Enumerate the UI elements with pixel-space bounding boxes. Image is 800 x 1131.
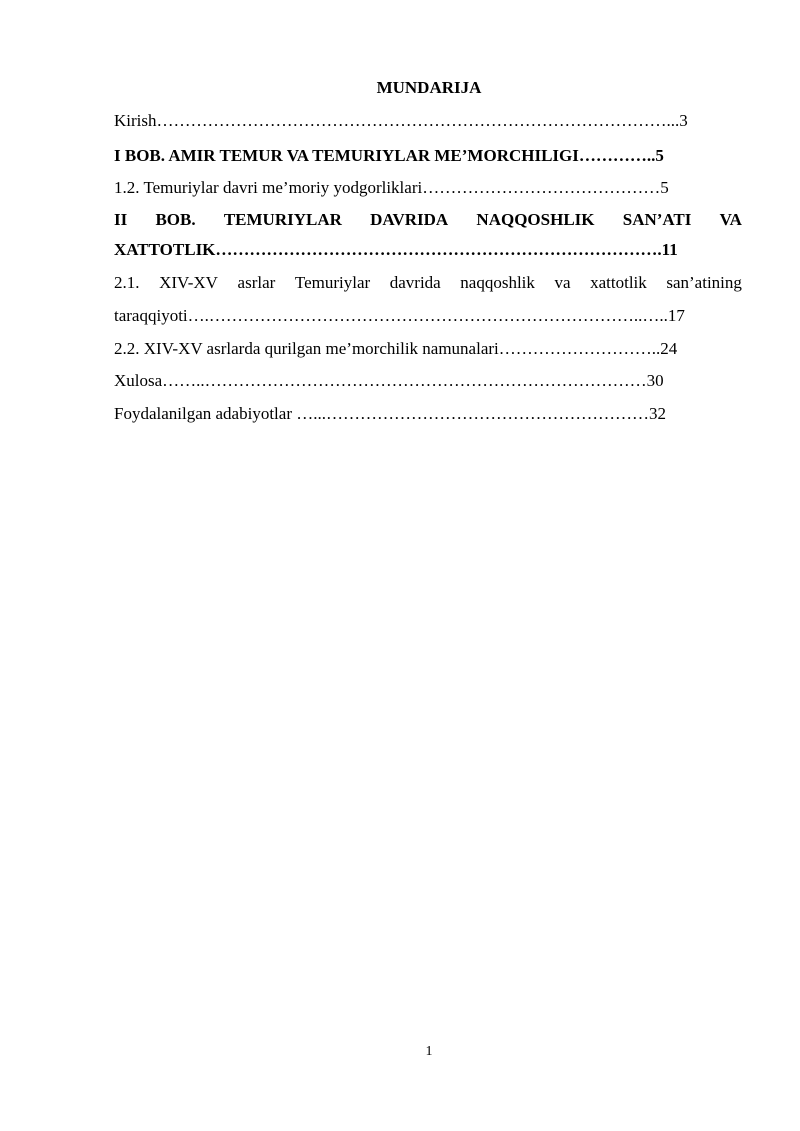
toc-word: 2.1. — [114, 273, 140, 292]
toc-entry-section-2-1-line1 — [114, 272, 742, 294]
toc-entry-chapter-2-line2: XATTOTLIK…………………………………………………………………….11 — [114, 240, 678, 259]
toc-word: BOB. — [155, 210, 196, 229]
toc-word: DAVRIDA — [370, 210, 449, 229]
toc-word: TEMURIYLAR — [223, 210, 342, 229]
toc-word: VA — [719, 210, 742, 229]
toc-entry-xulosa: Xulosa……..……………………………………………………………………30 — [114, 371, 664, 390]
toc-entry-chapter-1: I BOB. AMIR TEMUR VA TEMURIYLAR ME’MORCHILIGI…………..5 — [114, 146, 664, 165]
toc-entry-kirish: Kirish………………………………………………………………………………...3 — [114, 111, 688, 130]
toc-word: xattotlik — [590, 273, 647, 292]
toc-word: va — [554, 273, 571, 292]
toc-entry-chapter-2-line1 — [114, 209, 742, 231]
toc-word: asrlar — [237, 273, 276, 292]
toc-word: san’atining — [666, 273, 742, 292]
toc-entry-adabiyotlar: Foydalanilgan adabiyotlar …...…………………………………………………32 — [114, 404, 666, 423]
toc-word: II — [114, 210, 128, 229]
toc-entry-section-2-1-line2: taraqqiyoti….…………………………………………………………………..…..17 — [114, 306, 685, 325]
toc-word: SAN’ATI — [622, 210, 692, 229]
toc-word: davrida — [389, 273, 441, 292]
toc-entry-section-1-2: 1.2. Temuriylar davri me’moriy yodgorliklari……………………………………5 — [114, 178, 669, 197]
toc-word: XIV-XV — [159, 273, 218, 292]
page-number: 1 — [425, 1044, 433, 1059]
toc-entry-section-2-2: 2.2. XIV-XV asrlarda qurilgan me’morchilik namunalari………………………..24 — [114, 339, 678, 358]
toc-word: Temuriylar — [294, 273, 371, 292]
toc-word: NAQQOSHLIK — [476, 210, 595, 229]
toc-title: MUNDARIJA — [376, 78, 482, 97]
toc-word: naqqoshlik — [460, 273, 535, 292]
